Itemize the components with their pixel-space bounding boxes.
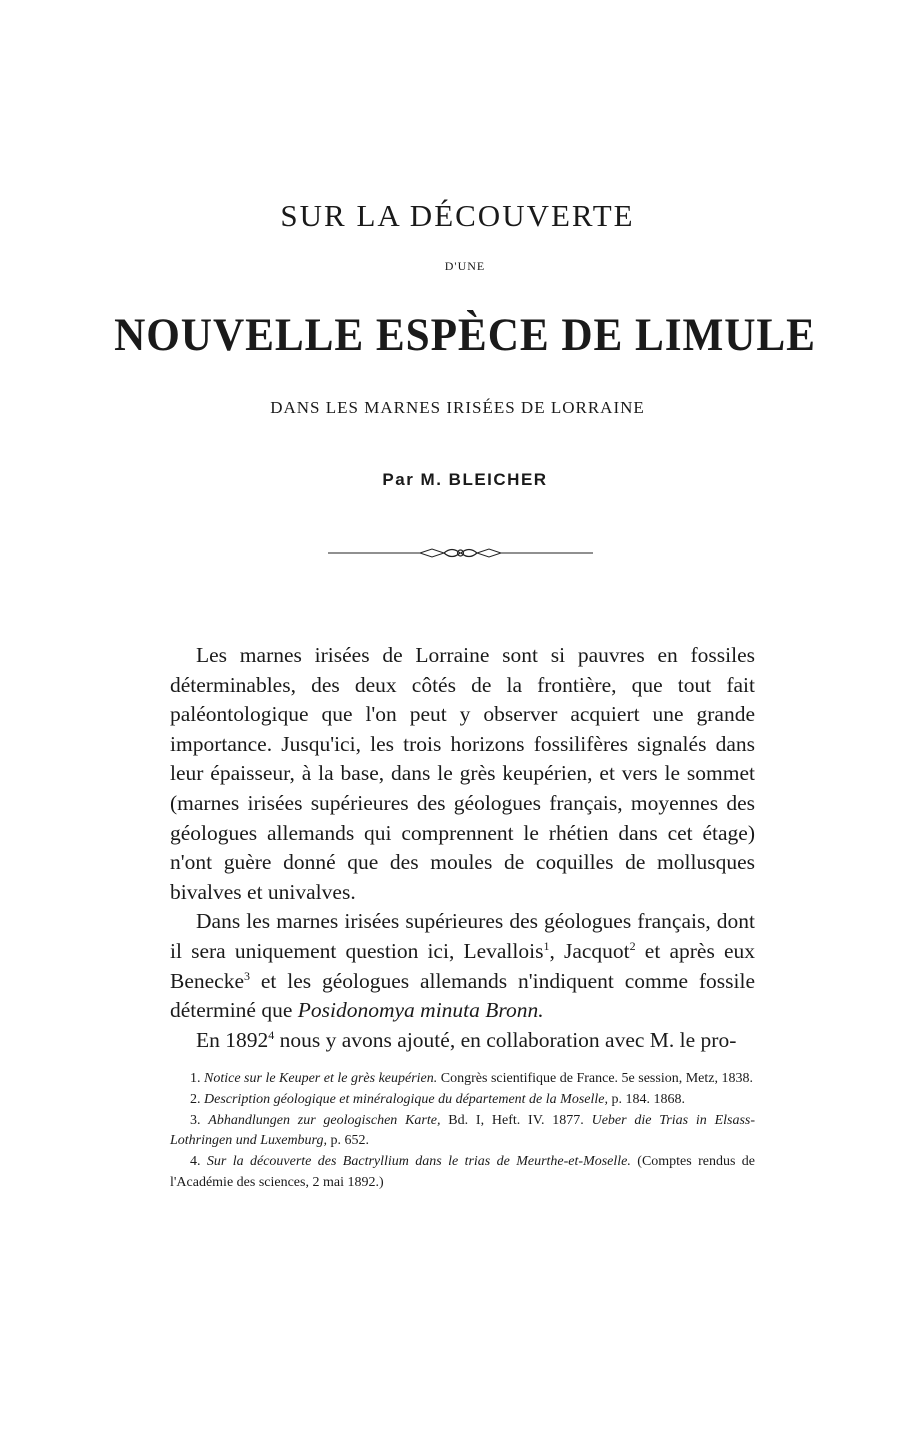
footnotes	[170, 1069, 755, 1194]
footnote-ref-4: 4	[268, 1027, 275, 1042]
subtitle: DANS LES MARNES IRISÉES DE LORRAINE	[270, 398, 645, 417]
footnote-text: p. 184. 1868.	[607, 1091, 685, 1107]
footnote-ref-2: 2	[629, 938, 636, 953]
body-text	[170, 641, 755, 1055]
footnote-text: Bd. I, Heft. IV. 1877.	[440, 1112, 592, 1128]
footnote-title: Description géologique et minéralogique du département de la Moselle,	[204, 1091, 608, 1107]
footnote-number: 3.	[190, 1112, 209, 1128]
footnote-number: 1.	[190, 1071, 204, 1086]
paragraph-1: Les marnes irisées de Lorraine sont si pauvres en fossiles déterminables, des deux côtés de la frontière, que tout fait paléontologique que l'on peut y observer acquiert une grande importance. Jusqu'ici, les trois horizons fossilifères signalés dans leur épaisseur, à la base, dans le grès keupérien, et vers le sommet (marnes irisées supérieures des géologues français, moyennes des géologues allemands qui comprennent le rhétien dans cet étage) n'ont guère donné que des moules de coquilles de mollusques bivalves et univalves.	[170, 643, 755, 904]
footnote-text: (Comptes rendus de l'Académie des sciences, 2 mai 1892.)	[170, 1154, 756, 1190]
footnote-title: Sur la découverte des Bactryllium dans le trias de Meurthe-et-Moselle.	[206, 1154, 631, 1170]
page-title: NOUVELLE ESPÈCE DE LIMULE	[114, 309, 816, 361]
paragraph-3	[170, 1026, 755, 1056]
species-name: Posidonomya minuta Bronn.	[297, 998, 544, 1023]
title-dune: D'UNE	[444, 259, 486, 273]
footnote-ref-3: 3	[244, 968, 251, 983]
author-line: Par M. BLEICHER	[382, 470, 548, 489]
footnote-title: Notice sur le Keuper et le grès keupérien.	[204, 1071, 438, 1086]
footnote-3	[170, 1111, 755, 1153]
paragraph-2	[170, 907, 755, 1025]
paragraph-2-part-d: et les géologues allemands n'indiquent comme fossile déterminé que	[170, 968, 755, 1023]
footnote-number: 4.	[190, 1154, 207, 1170]
ornament-divider-icon	[328, 545, 593, 561]
title-line-1: SUR LA DÉCOUVERTE	[280, 198, 635, 233]
paragraph-2-part-c: et après eux Benecke	[170, 938, 755, 993]
footnote-text-2: p. 652.	[326, 1133, 369, 1149]
footnote-1	[170, 1069, 755, 1090]
paragraph-2-part-b: , Jacquot	[549, 938, 630, 963]
footnote-title-2: Ueber die Trias in Elsass-Lothringen und Luxemburg,	[170, 1112, 756, 1149]
paragraph-3-part-b: nous y avons ajouté, en collaboration avec M. le pro-	[274, 1027, 737, 1052]
paragraph-2-part-a: Dans les marnes irisées supérieures des géologues français, dont il sera uniquement question ici, Levallois	[170, 909, 755, 963]
footnote-number: 2.	[190, 1091, 204, 1107]
footnote-4	[170, 1152, 755, 1194]
footnote-2	[170, 1090, 755, 1111]
footnote-text: Congrès scientifique de France. 5e session, Metz, 1838.	[437, 1071, 753, 1086]
paragraph-3-part-a: En 1892	[196, 1027, 269, 1052]
footnote-ref-1: 1	[543, 938, 550, 953]
footnote-title: Abhandlungen zur geologischen Karte,	[208, 1112, 441, 1128]
